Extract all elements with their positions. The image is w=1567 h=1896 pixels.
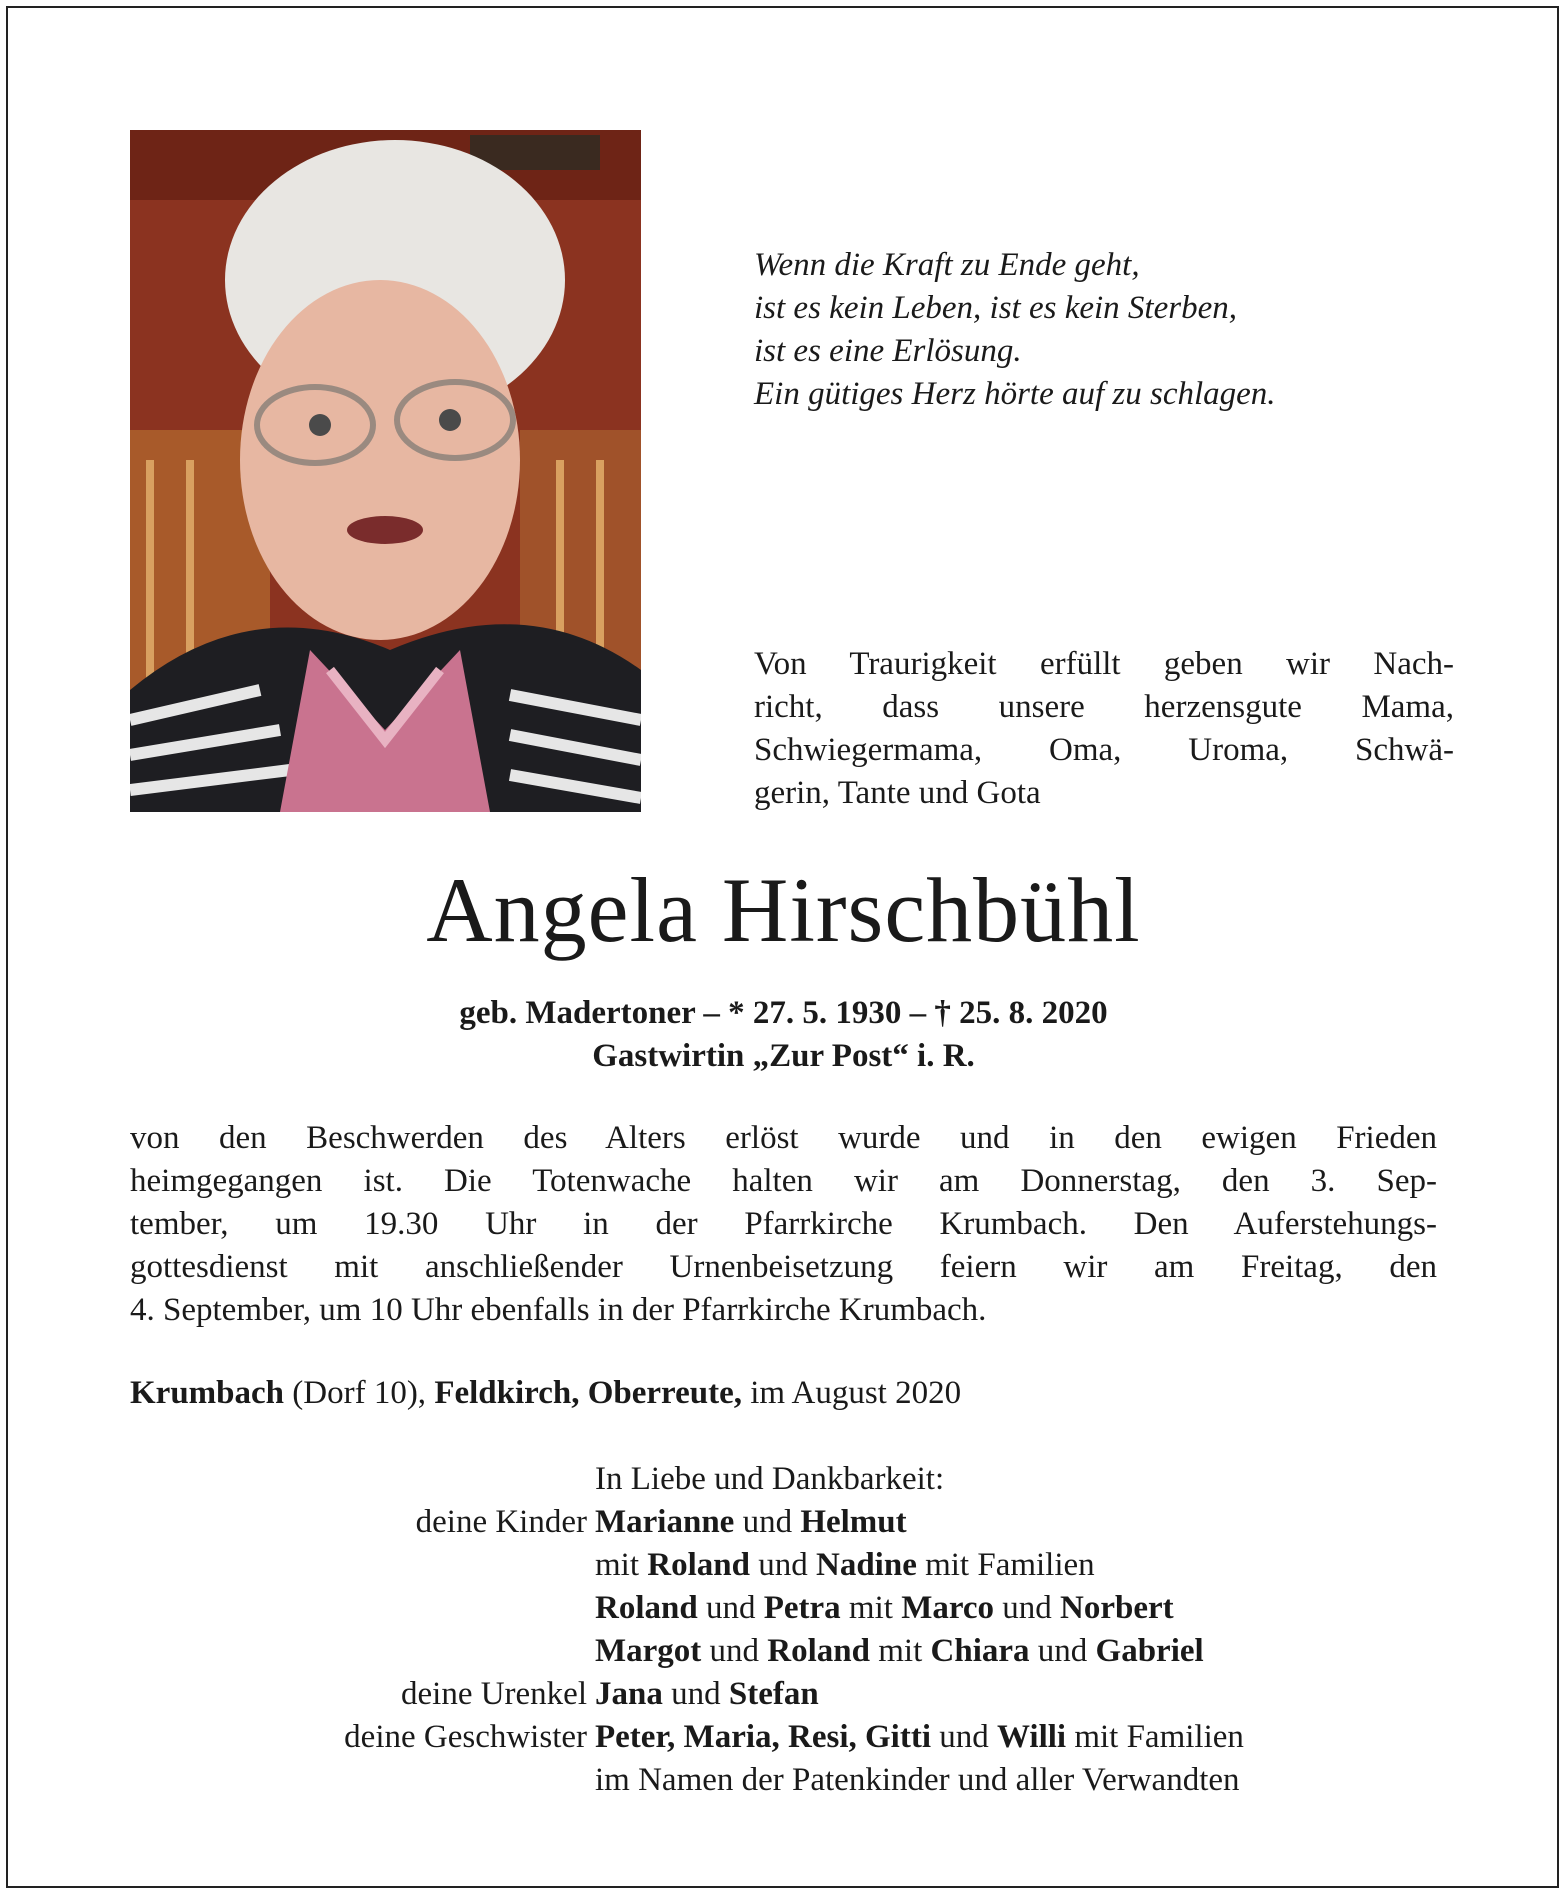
signature-block — [130, 1458, 1450, 1802]
label-kinder: deine Kinder — [415, 1504, 587, 1540]
body-line: heimgegangen ist. Die Totenwache halten wir am Donnerstag, den 3. Sep- — [130, 1163, 1437, 1199]
intro-line: Von Traurigkeit erfüllt geben wir Nach- — [754, 646, 1454, 682]
signature-row-kinder — [130, 1501, 1450, 1544]
mourner-name: Chiara — [930, 1633, 1030, 1669]
signature-row-urenkel — [130, 1673, 1450, 1716]
connector: mit Familien — [1066, 1719, 1244, 1755]
connector: mit — [595, 1547, 648, 1583]
label-geschwister: deine Geschwister — [344, 1719, 587, 1755]
mourner-name: Roland — [595, 1590, 698, 1626]
signature-row — [130, 1630, 1450, 1673]
connector: und — [701, 1633, 768, 1669]
mourner-name: Roland — [767, 1633, 871, 1669]
mourner-name: Norbert — [1060, 1590, 1174, 1626]
mourner-name: Marco — [901, 1590, 995, 1626]
connector: mit — [840, 1590, 902, 1626]
signature-row-geschwister — [130, 1716, 1450, 1759]
place-date: im August 2020 — [741, 1375, 962, 1411]
signature-heading: In Liebe und Dankbarkeit: — [595, 1461, 945, 1497]
poem-line: Ein gütiges Herz hörte auf zu schlagen. — [754, 376, 1276, 412]
intro-line: Schwiegermama, Oma, Uroma, Schwä- — [754, 732, 1454, 768]
connector: und — [931, 1719, 997, 1755]
mourner-name: Jana — [595, 1676, 663, 1712]
mourner-name: Helmut — [800, 1504, 907, 1540]
connector: und — [734, 1504, 801, 1540]
mourner-name: Roland — [647, 1547, 750, 1583]
place-others: Feldkirch, Oberreute, — [434, 1375, 742, 1411]
body-line: gottesdienst mit anschließender Urnenbeisetzung feiern wir am Freitag, den — [130, 1249, 1437, 1285]
intro-line: gerin, Tante und Gota — [754, 775, 1041, 811]
mourner-name: Stefan — [728, 1676, 819, 1712]
poem-line: ist es eine Erlösung. — [754, 333, 1022, 369]
poem-line: Wenn die Kraft zu Ende geht, — [754, 247, 1140, 283]
occupation-line: Gastwirtin „Zur Post“ i. R. — [592, 1038, 975, 1074]
memorial-poem — [754, 244, 1276, 416]
connector: mit Familien — [916, 1547, 1095, 1583]
funeral-details — [130, 1117, 1437, 1332]
signature-heading-row — [130, 1458, 1450, 1501]
connector: und — [749, 1547, 816, 1583]
signature-row-closing — [130, 1759, 1450, 1802]
place-date-line — [130, 1372, 961, 1415]
mourner-name: Gabriel — [1095, 1633, 1204, 1669]
place-town: Krumbach — [130, 1375, 285, 1411]
announcement-intro — [754, 643, 1454, 815]
mourner-name: Willi — [997, 1719, 1067, 1755]
connector: und — [994, 1590, 1061, 1626]
mourner-name: Marianne — [595, 1504, 735, 1540]
connector: und — [662, 1676, 729, 1712]
birth-death-line: geb. Madertoner – * 27. 5. 1930 – † 25. 8. 2020 — [459, 995, 1108, 1031]
mourner-name: Petra — [763, 1590, 841, 1626]
mourner-name: Peter, Maria, Resi, Gitti — [595, 1719, 931, 1755]
place-address: (Dorf 10), — [284, 1375, 435, 1411]
body-line: tember, um 19.30 Uhr in der Pfarrkirche Krumbach. Den Auferstehungs- — [130, 1206, 1437, 1242]
deceased-name: Angela Hirschbühl — [426, 859, 1141, 961]
portrait-photo — [130, 130, 641, 812]
poem-line: ist es kein Leben, ist es kein Sterben, — [754, 290, 1237, 326]
body-line: 4. September, um 10 Uhr ebenfalls in der Pfarrkirche Krumbach. — [130, 1292, 987, 1328]
signature-closing: im Namen der Patenkinder und aller Verwandten — [595, 1762, 1240, 1798]
body-line: von den Beschwerden des Alters erlöst wurde und in den ewigen Frieden — [130, 1120, 1437, 1156]
mourner-name: Margot — [595, 1633, 702, 1669]
connector: und — [697, 1590, 764, 1626]
signature-row — [130, 1544, 1450, 1587]
label-urenkel: deine Urenkel — [401, 1676, 587, 1712]
connector: und — [1029, 1633, 1096, 1669]
connector: mit — [870, 1633, 931, 1669]
signature-row — [130, 1587, 1450, 1630]
mourner-name: Nadine — [815, 1547, 917, 1583]
intro-line: richt, dass unsere herzensgute Mama, — [754, 689, 1454, 725]
